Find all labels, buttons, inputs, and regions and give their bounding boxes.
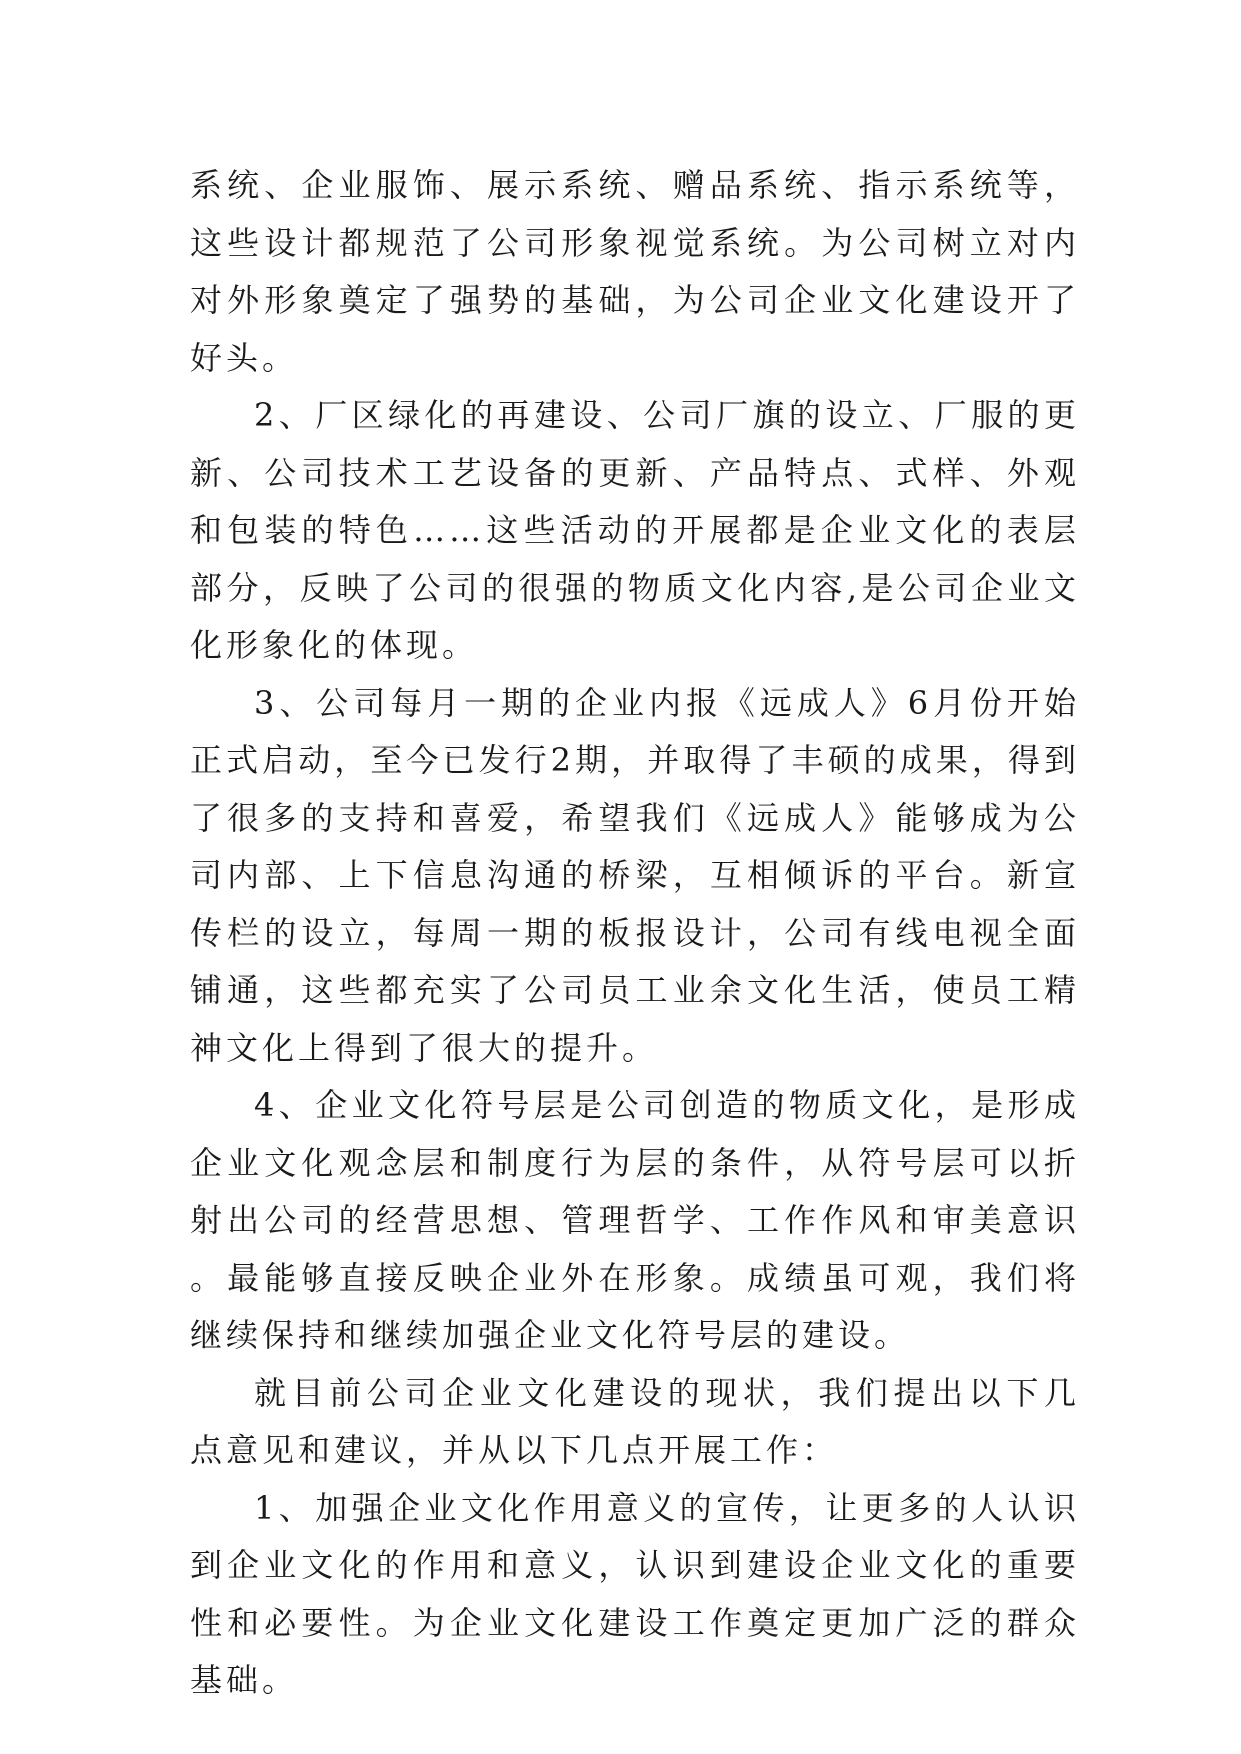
paragraph-item-2: 2、厂区绿化的再建设、公司厂旗的设立、厂服的更新、公司技术工艺设备的更新、产品特点、式样、外观和包装的特色……这些活动的开展都是企业文化的表层部分，反映了公司的很强的物质文化内容,是公司企业文化形象化的体现。: [190, 396, 1080, 664]
paragraph-item-3: 3、公司每月一期的企业内报《远成人》6月份开始正式启动，至今已发行2期，并取得了丰硕的成果，得到了很多的支持和喜爱，希望我们《远成人》能够成为公司内部、上下信息沟通的桥梁，互相倾诉的平台。新宣传栏的设立，每周一期的板报设计，公司有线电视全面铺通，这些都充实了公司员工业余文化生活，使员工精神文化上得到了很大的提升。: [190, 683, 1080, 1067]
paragraph-suggestion-1: 1、加强企业文化作用意义的宣传，让更多的人认识到企业文化的作用和意义，认识到建设企业文化的重要性和必要性。为企业文化建设工作奠定更加广泛的群众基础。: [190, 1488, 1080, 1699]
paragraph-continuation: 系统、企业服饰、展示系统、赠品系统、指示系统等，这些设计都规范了公司形象视觉系统。为公司树立对内对外形象奠定了强势的基础，为公司企业文化建设开了好头。: [190, 166, 1080, 377]
paragraph-suggestions-intro: 就目前公司企业文化建设的现状，我们提出以下几点意见和建议，并从以下几点开展工作：: [190, 1373, 1080, 1469]
paragraph-item-4: 4、企业文化符号层是公司创造的物质文化，是形成企业文化观念层和制度行为层的条件，从符号层可以折射出公司的经营思想、管理哲学、工作作风和审美意识。最能够直接反映企业外在形象。成绩虽可观，我们将继续保持和继续加强企业文化符号层的建设。: [190, 1086, 1080, 1354]
document-body: [190, 157, 1080, 1710]
